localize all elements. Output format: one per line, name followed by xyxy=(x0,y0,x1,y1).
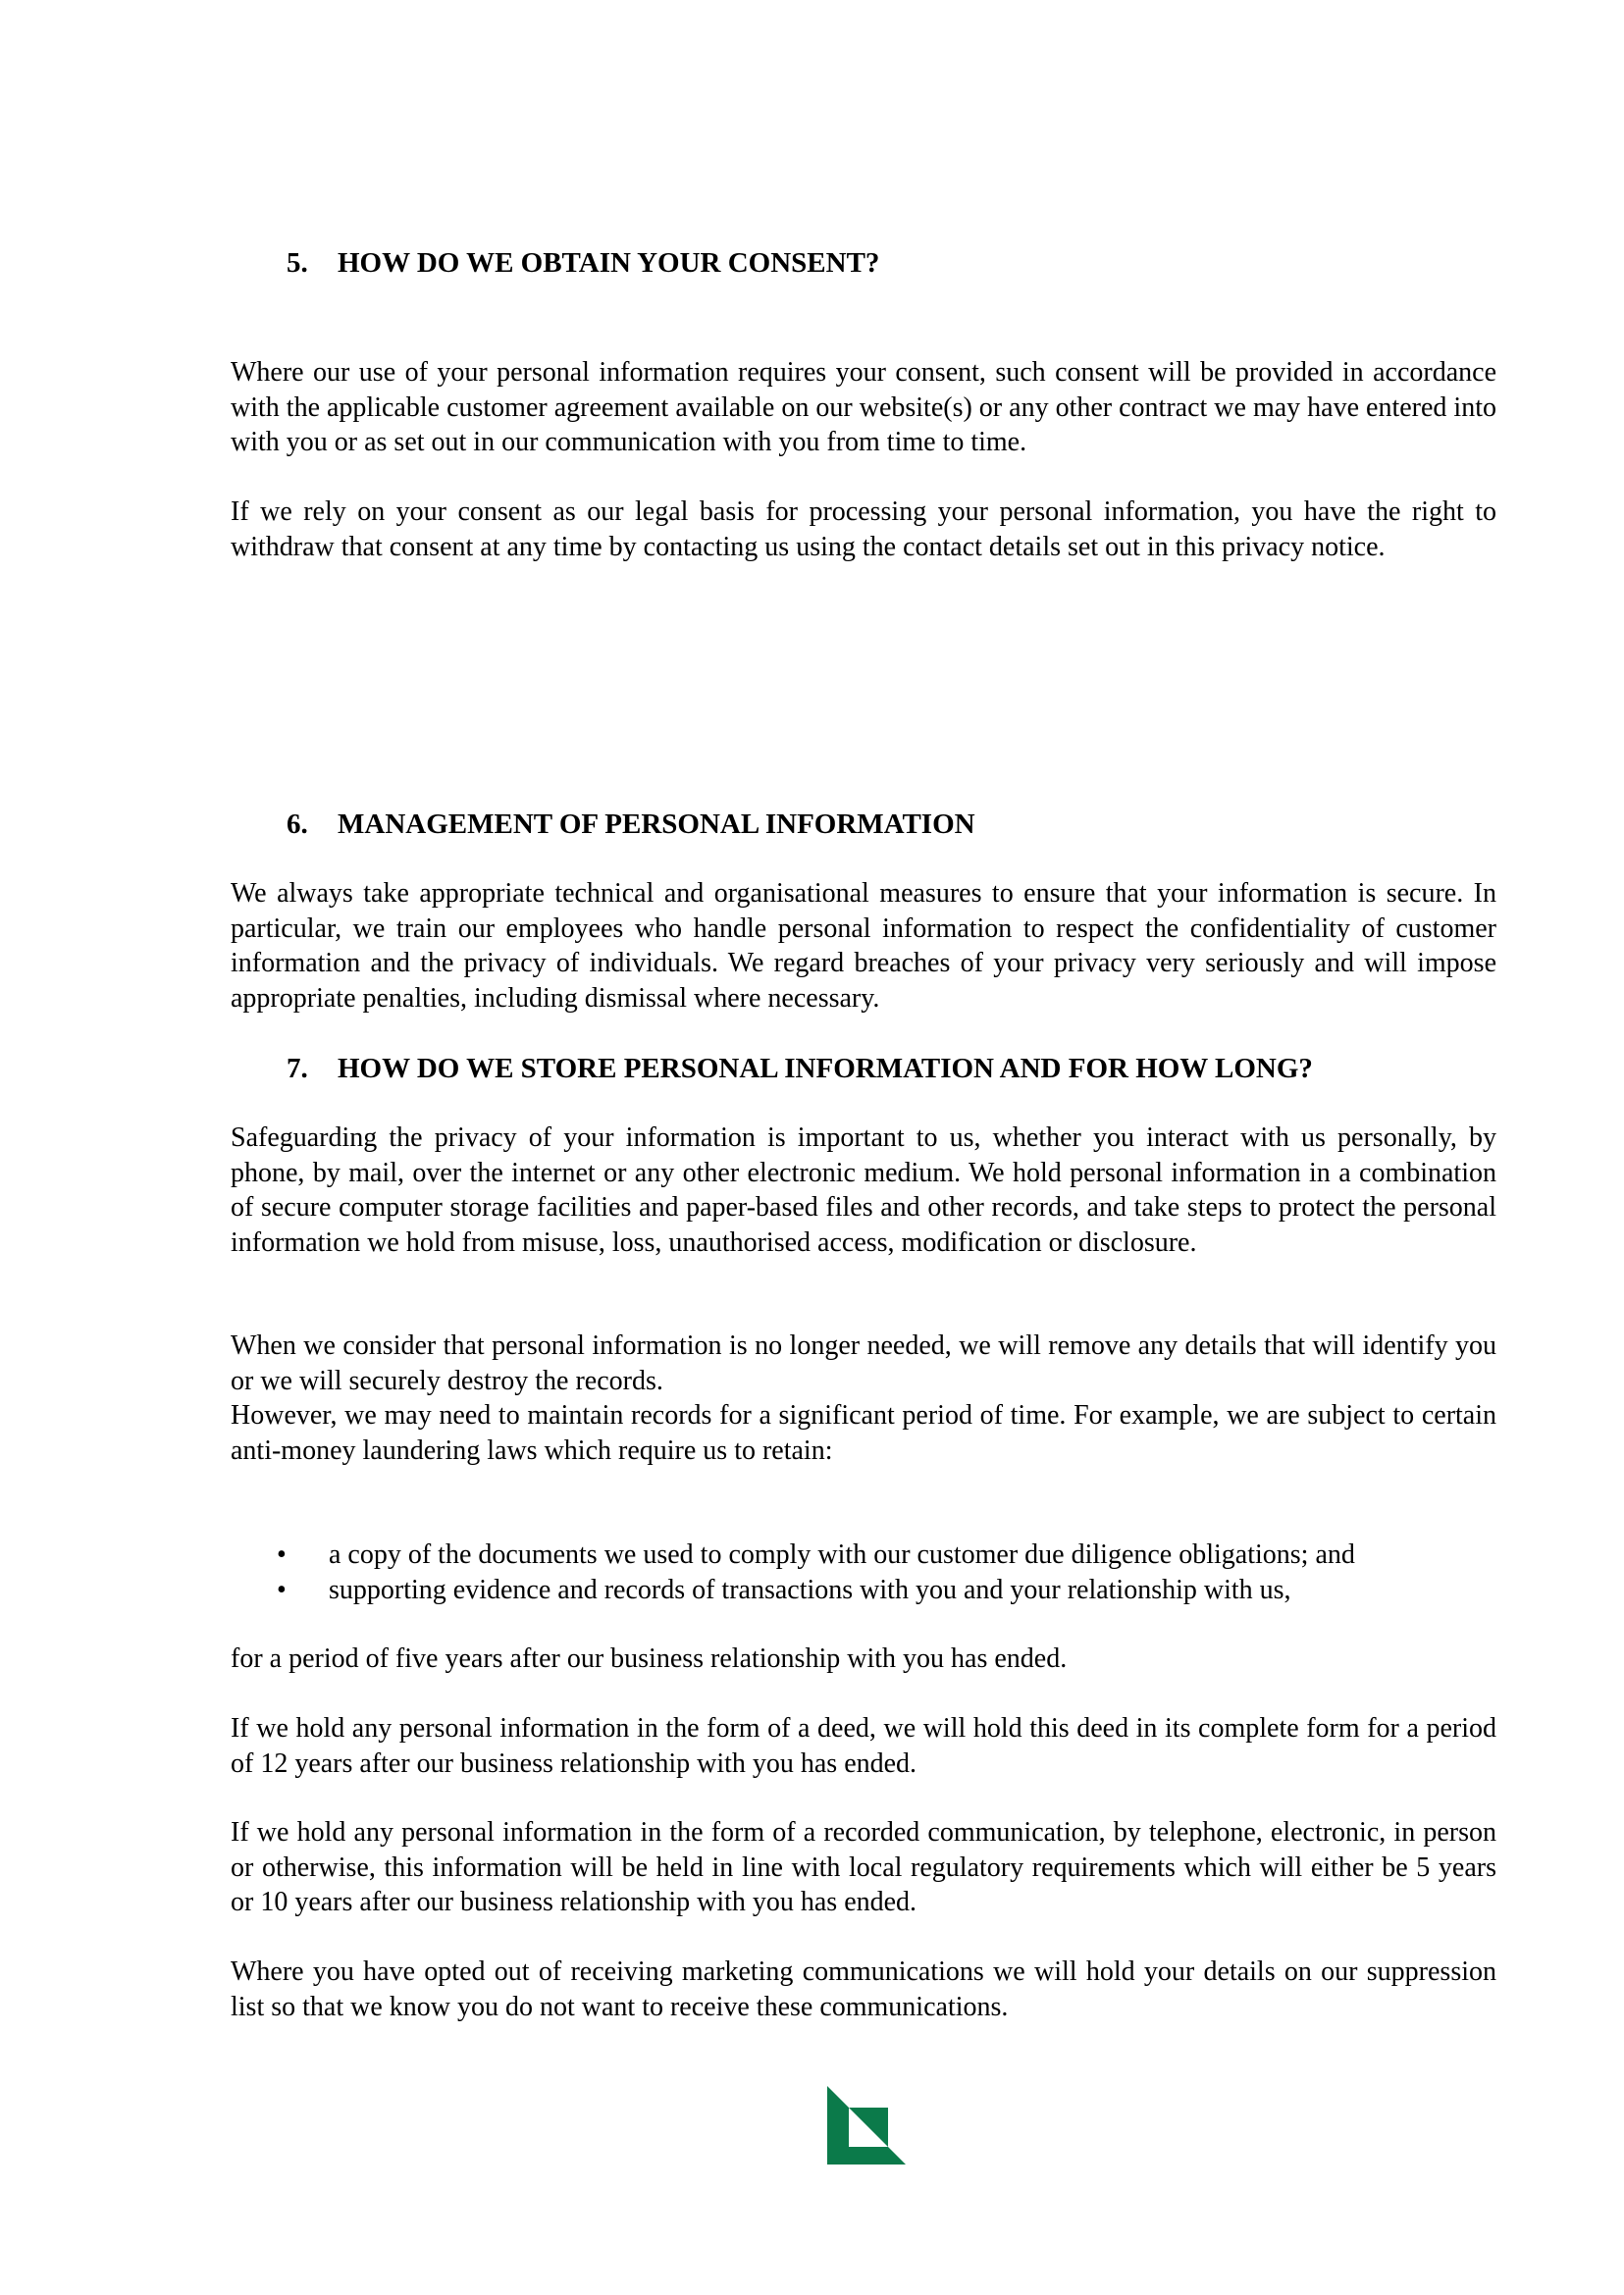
paragraph: Where our use of your personal information requires your consent, such consent will be provided in accordance with the applicable customer agreement available on our website(s) or any other contract we may have entered into with you or as set out in our communication with you from time to time. xyxy=(231,357,1496,457)
paragraph: If we hold any personal information in the form of a deed, we will hold this deed in its complete form for a period of 12 years after our business relationship with you has ended. xyxy=(231,1713,1496,1779)
paragraph: When we consider that personal information is no longer needed, we will remove any details that will identify you or we will securely destroy the records. xyxy=(231,1330,1496,1396)
company-logo-icon xyxy=(827,2086,906,2165)
section-number: 7. xyxy=(287,1053,308,1084)
section-6-heading xyxy=(287,807,975,842)
paragraph: We always take appropriate technical and organisational measures to ensure that your information is secure. In particular, we train our employees who handle personal information to respect the confidentiality of customer information and the privacy of individuals. We regard breaches of your privacy very seriously and will impose appropriate penalties, including dismissal where necessary. xyxy=(231,878,1496,1014)
bullet-icon: • xyxy=(277,1539,287,1570)
paragraph: Where you have opted out of receiving marketing communications we will hold your details on our suppression list so that we know you do not want to receive these communications. xyxy=(231,1956,1496,2022)
list-item xyxy=(231,1573,1496,1608)
list-item-text: a copy of the documents we used to comply with our customer due diligence obligations; and xyxy=(329,1539,1355,1570)
section-title: MANAGEMENT OF PERSONAL INFORMATION xyxy=(338,808,975,840)
section-title: HOW DO WE OBTAIN YOUR CONSENT? xyxy=(338,247,880,279)
list-item xyxy=(231,1538,1496,1573)
paragraph: If we hold any personal information in the form of a recorded communication, by telephone, electronic, in person or otherwise, this information will be held in line with local regulatory requirements which will either be 5 years or 10 years after our business relationship with you has ended. xyxy=(231,1817,1496,1917)
paragraph: However, we may need to maintain records for a significant period of time. For example, we are subject to certain anti-money laundering laws which require us to retain: xyxy=(231,1400,1496,1466)
logo-inner-mark xyxy=(849,2108,888,2147)
section-7-heading xyxy=(287,1051,1313,1086)
paragraph: Safeguarding the privacy of your information is important to us, whether you interact with us personally, by phone, by mail, over the internet or any other electronic medium. We hold personal information in a combination of secure computer storage facilities and paper-based files and other records, and take steps to protect the personal information we hold from misuse, loss, unauthorised access, modification or disclosure. xyxy=(231,1122,1496,1258)
section-number: 5. xyxy=(287,247,308,279)
section-5-heading xyxy=(287,245,879,281)
section-title: HOW DO WE STORE PERSONAL INFORMATION AND FOR HOW LONG? xyxy=(338,1053,1313,1084)
paragraph: If we rely on your consent as our legal basis for processing your personal information, you have the right to withdraw that consent at any time by contacting us using the contact details set out in this privacy notice. xyxy=(231,496,1496,562)
section-number: 6. xyxy=(287,808,308,840)
list-item-text: supporting evidence and records of transactions with you and your relationship with us, xyxy=(329,1574,1291,1605)
paragraph: for a period of five years after our business relationship with you has ended. xyxy=(231,1643,1068,1674)
bullet-icon: • xyxy=(277,1574,287,1605)
retention-list xyxy=(231,1538,1496,1607)
